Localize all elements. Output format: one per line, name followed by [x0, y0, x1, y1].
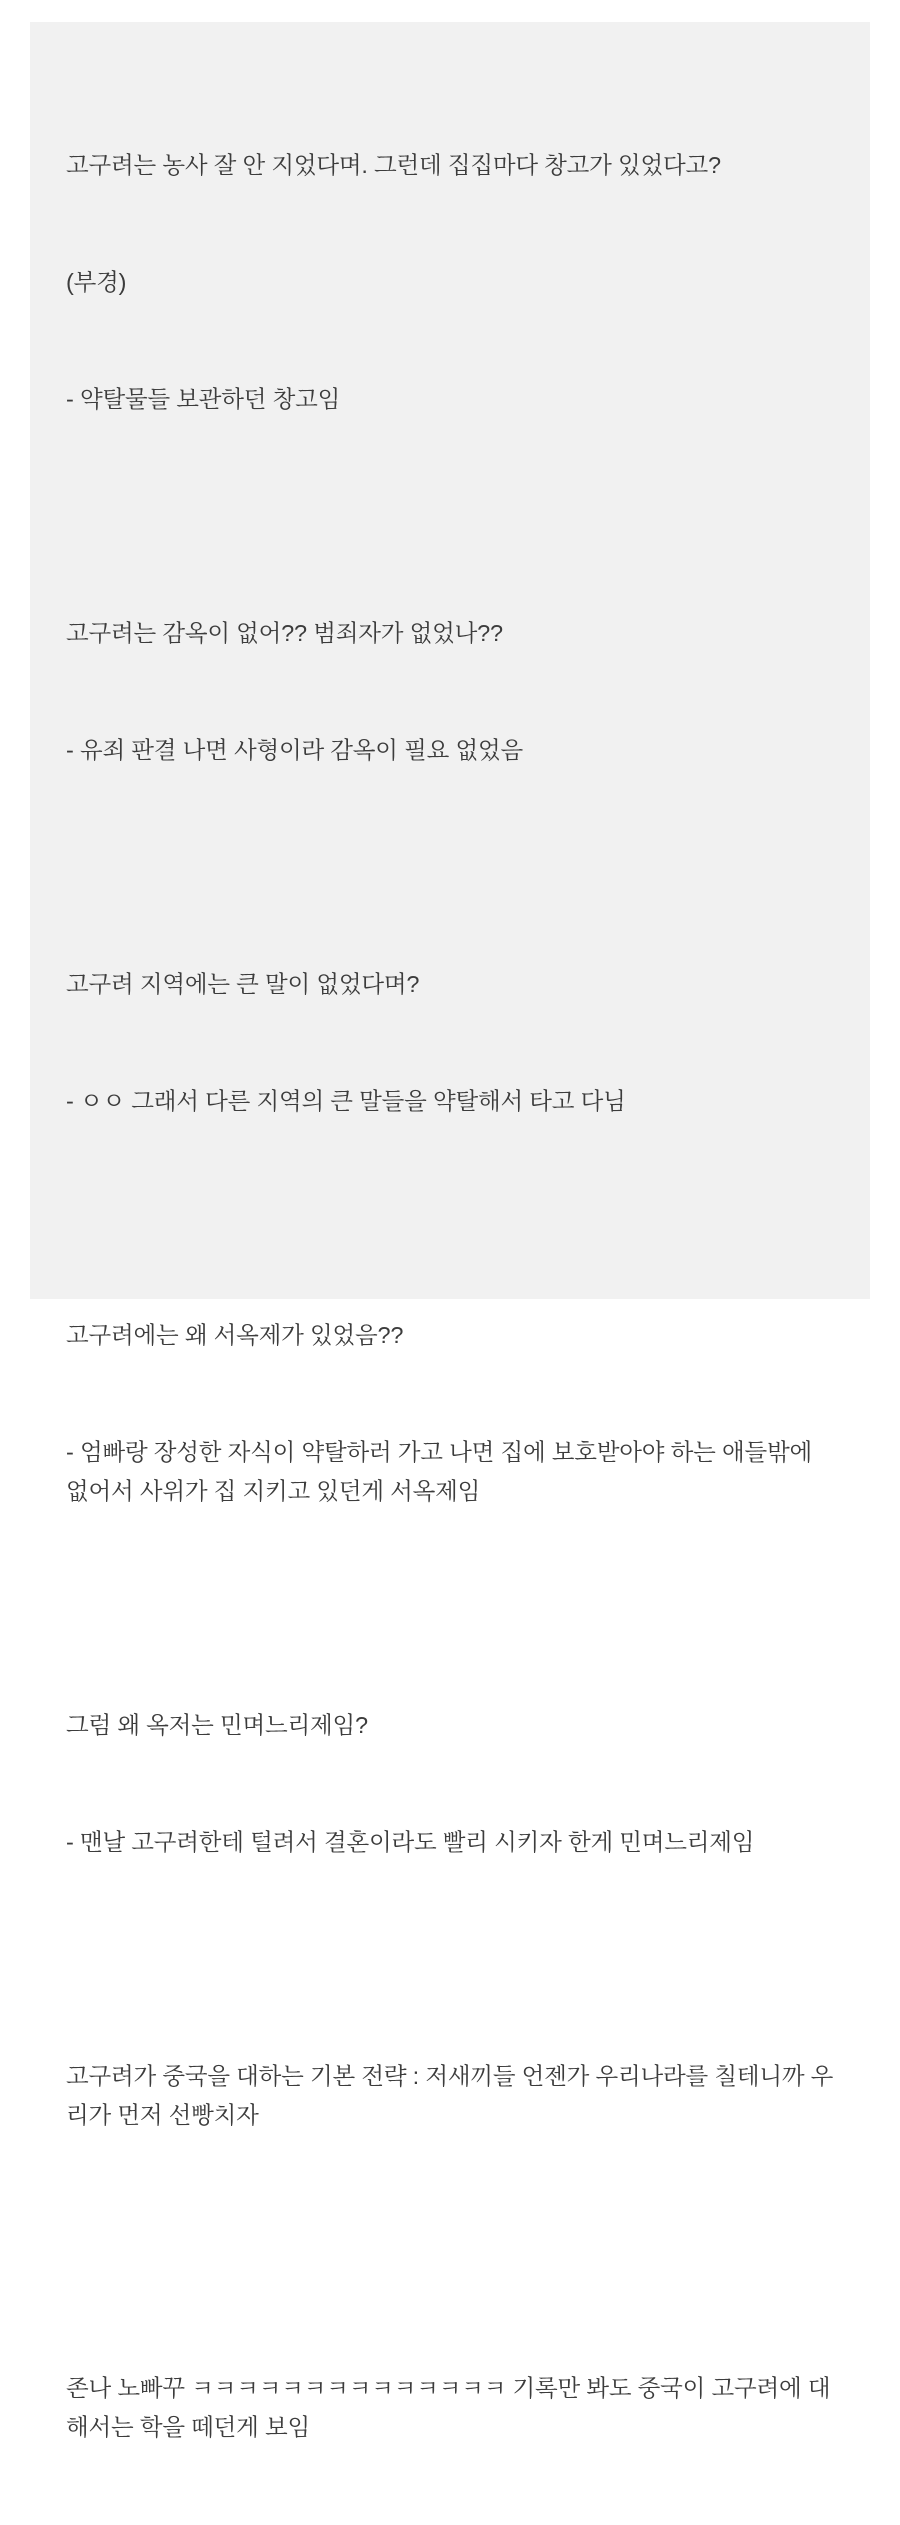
text-line: - 맨날 고구려한테 털려서 결혼이라도 빨리 시키자 한게 민며느리제임 — [66, 1829, 755, 1855]
strategy-block — [66, 1979, 834, 2213]
text-line: 고구려 지역에는 큰 말이 없었다며? — [66, 971, 420, 997]
comment-block — [66, 2291, 834, 2525]
text-line: 고구려에는 왜 서옥제가 있었음?? — [66, 1322, 404, 1348]
qa-block-1 — [66, 68, 834, 497]
text-line: 존나 노빠꾸 ㅋㅋㅋㅋㅋㅋㅋㅋㅋㅋㅋㅋㅋㅋ 기록만 봐도 중국이 고구려에 대해서는 학을 떼던게 보임 — [66, 2375, 831, 2440]
qa-block-2 — [66, 536, 834, 848]
text-post-card — [30, 22, 870, 2440]
text-line: 고구려는 농사 잘 안 지었다며. 그런데 집집마다 창고가 있었다고? — [66, 152, 721, 178]
text-line: 고구려는 감옥이 없어?? 범죄자가 없었나?? — [66, 620, 503, 646]
text-line: - 유죄 판결 나면 사형이라 감옥이 필요 없었음 — [66, 737, 523, 763]
top-margin-strip — [0, 0, 900, 22]
text-line: 고구려가 중국을 대하는 기본 전략 : 저새끼들 언젠가 우리나라를 칠테니까 우리가 먼저 선빵치자 — [66, 2063, 834, 2128]
qa-block-4 — [66, 1238, 834, 1589]
block-spacer — [66, 2213, 834, 2291]
text-line: - 약탈물들 보관하던 창고임 — [66, 386, 341, 412]
text-line: 그럼 왜 옥저는 민며느리제임? — [66, 1712, 368, 1738]
text-line: - ㅇㅇ 그래서 다른 지역의 큰 말들을 약탈해서 타고 다님 — [66, 1088, 626, 1114]
text-line: (부경) — [66, 269, 127, 295]
text-line: - 엄빠랑 장성한 자식이 약탈하러 가고 나면 집에 보호받아야 하는 애들밖에 없어서 사위가 집 지키고 있던게 서옥제임 — [66, 1439, 819, 1504]
qa-block-5 — [66, 1628, 834, 1940]
qa-block-3 — [66, 887, 834, 1199]
